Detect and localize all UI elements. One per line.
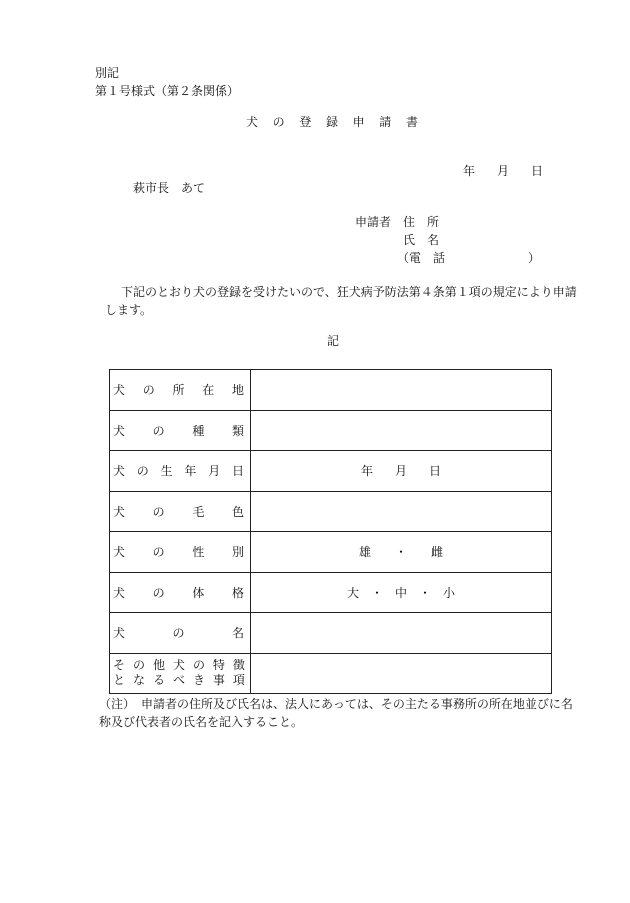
label-char: 特 xyxy=(212,657,225,672)
label-char: 色 xyxy=(231,504,244,519)
label-char: 犬 xyxy=(113,626,126,641)
label-char: 名 xyxy=(231,626,244,641)
label-char: 犬 xyxy=(113,423,126,438)
table-row xyxy=(110,653,552,694)
label-dog-name xyxy=(110,613,251,654)
title-char: 犬 xyxy=(246,115,259,129)
birthdate-day: 日 xyxy=(428,464,441,479)
birthdate-month: 月 xyxy=(394,464,407,479)
value-sex[interactable] xyxy=(251,532,552,573)
label-char: 他 xyxy=(152,657,165,672)
value-coat[interactable] xyxy=(251,491,552,532)
label-char: の xyxy=(152,585,165,600)
label-char: 類 xyxy=(231,423,244,438)
label-char: 項 xyxy=(232,673,245,688)
value-birthdate[interactable] xyxy=(251,451,552,492)
size-small-option[interactable]: 小 xyxy=(442,585,455,600)
label-char: 犬 xyxy=(113,504,126,519)
applicant-phone-label: （電 話 xyxy=(397,251,446,265)
label-char: 犬 xyxy=(172,657,185,672)
applicant-label: 申請者 xyxy=(355,215,392,229)
sex-female-option[interactable]: 雌 xyxy=(430,545,443,560)
size-large-option[interactable]: 大 xyxy=(346,585,359,600)
applicant-address-label: 住 所 xyxy=(403,215,440,229)
statement-line-1: 下記のとおり犬の登録を受けたいので、狂犬病予防法第４条第１項の規定により申請 xyxy=(121,285,577,299)
note-line-2: 称及び代表者の氏名を記入すること。 xyxy=(99,715,304,729)
title-char: 申 xyxy=(352,115,365,129)
label-char: 別 xyxy=(231,545,244,560)
note-line-1: （注） 申請者の住所及び氏名は、法人にあっては、その主たる事務所の所在地並びに名 xyxy=(99,697,573,711)
table-row xyxy=(110,613,552,654)
label-char: の xyxy=(152,545,165,560)
label-char: 日 xyxy=(231,464,244,479)
label-char: 犬 xyxy=(113,585,126,600)
value-location[interactable] xyxy=(251,370,552,411)
label-size xyxy=(110,572,251,613)
value-features[interactable] xyxy=(251,653,552,694)
label-char: 地 xyxy=(231,383,244,398)
label-char: の xyxy=(152,504,165,519)
title-char: の xyxy=(272,115,285,129)
applicant-phone-close: ） xyxy=(528,251,541,265)
label-char: 格 xyxy=(231,585,244,600)
label-char: 事 xyxy=(212,673,225,688)
title-char: 請 xyxy=(379,115,392,129)
label-char: の xyxy=(172,626,185,641)
label-char: の xyxy=(136,464,149,479)
label-char: 毛 xyxy=(192,504,205,519)
table-row xyxy=(110,410,552,451)
separator-dot: ・ xyxy=(418,585,431,600)
label-char: き xyxy=(192,673,205,688)
value-breed[interactable] xyxy=(251,410,552,451)
label-char: 犬 xyxy=(113,464,126,479)
value-dog-name[interactable] xyxy=(251,613,552,654)
label-char: 種 xyxy=(192,423,205,438)
label-char: 性 xyxy=(192,545,205,560)
label-char: の xyxy=(132,657,145,672)
label-coat xyxy=(110,491,251,532)
size-medium-option[interactable]: 中 xyxy=(394,585,407,600)
ki-heading: 記 xyxy=(327,334,340,348)
title-char: 書 xyxy=(405,115,418,129)
label-location xyxy=(110,370,251,411)
label-char: の xyxy=(152,423,165,438)
label-char: 生 xyxy=(160,464,173,479)
table-row xyxy=(110,532,552,573)
label-char: 在 xyxy=(202,383,215,398)
label-char: 年 xyxy=(184,464,197,479)
label-char: 所 xyxy=(172,383,185,398)
date-month: 月 xyxy=(496,164,509,178)
sex-male-option[interactable]: 雄 xyxy=(358,545,371,560)
attachment-label: 別記 xyxy=(95,66,120,80)
label-char: べ xyxy=(172,673,185,688)
label-char: 月 xyxy=(208,464,221,479)
table-row xyxy=(110,370,552,411)
date-day: 日 xyxy=(530,164,543,178)
registration-table xyxy=(109,369,552,694)
label-sex xyxy=(110,532,251,573)
label-char: る xyxy=(152,673,165,688)
label-char: と xyxy=(113,673,126,688)
title-char: 録 xyxy=(325,115,338,129)
title-char: 登 xyxy=(299,115,312,129)
birthdate-year: 年 xyxy=(360,464,373,479)
document-title xyxy=(246,115,418,129)
table-row xyxy=(110,572,552,613)
label-char: そ xyxy=(113,657,126,672)
label-char: 体 xyxy=(192,585,205,600)
label-birthdate xyxy=(110,451,251,492)
value-size[interactable] xyxy=(251,572,552,613)
table-row xyxy=(110,451,552,492)
separator-dot: ・ xyxy=(370,585,383,600)
label-char: の xyxy=(142,383,155,398)
addressee: 萩市長 あて xyxy=(133,181,206,195)
label-char: 犬 xyxy=(113,545,126,560)
separator-dot: ・ xyxy=(394,545,407,560)
label-breed xyxy=(110,410,251,451)
applicant-name-label: 氏 名 xyxy=(403,233,440,247)
label-char: の xyxy=(192,657,205,672)
label-char: 徴 xyxy=(232,657,245,672)
statement-line-2: します。 xyxy=(105,303,153,317)
label-features xyxy=(110,653,251,694)
label-char: 犬 xyxy=(113,383,126,398)
label-char: な xyxy=(132,673,145,688)
form-number: 第１号様式（第２条関係） xyxy=(95,84,240,98)
date-line xyxy=(463,164,543,178)
table-row xyxy=(110,491,552,532)
date-year: 年 xyxy=(463,164,476,178)
